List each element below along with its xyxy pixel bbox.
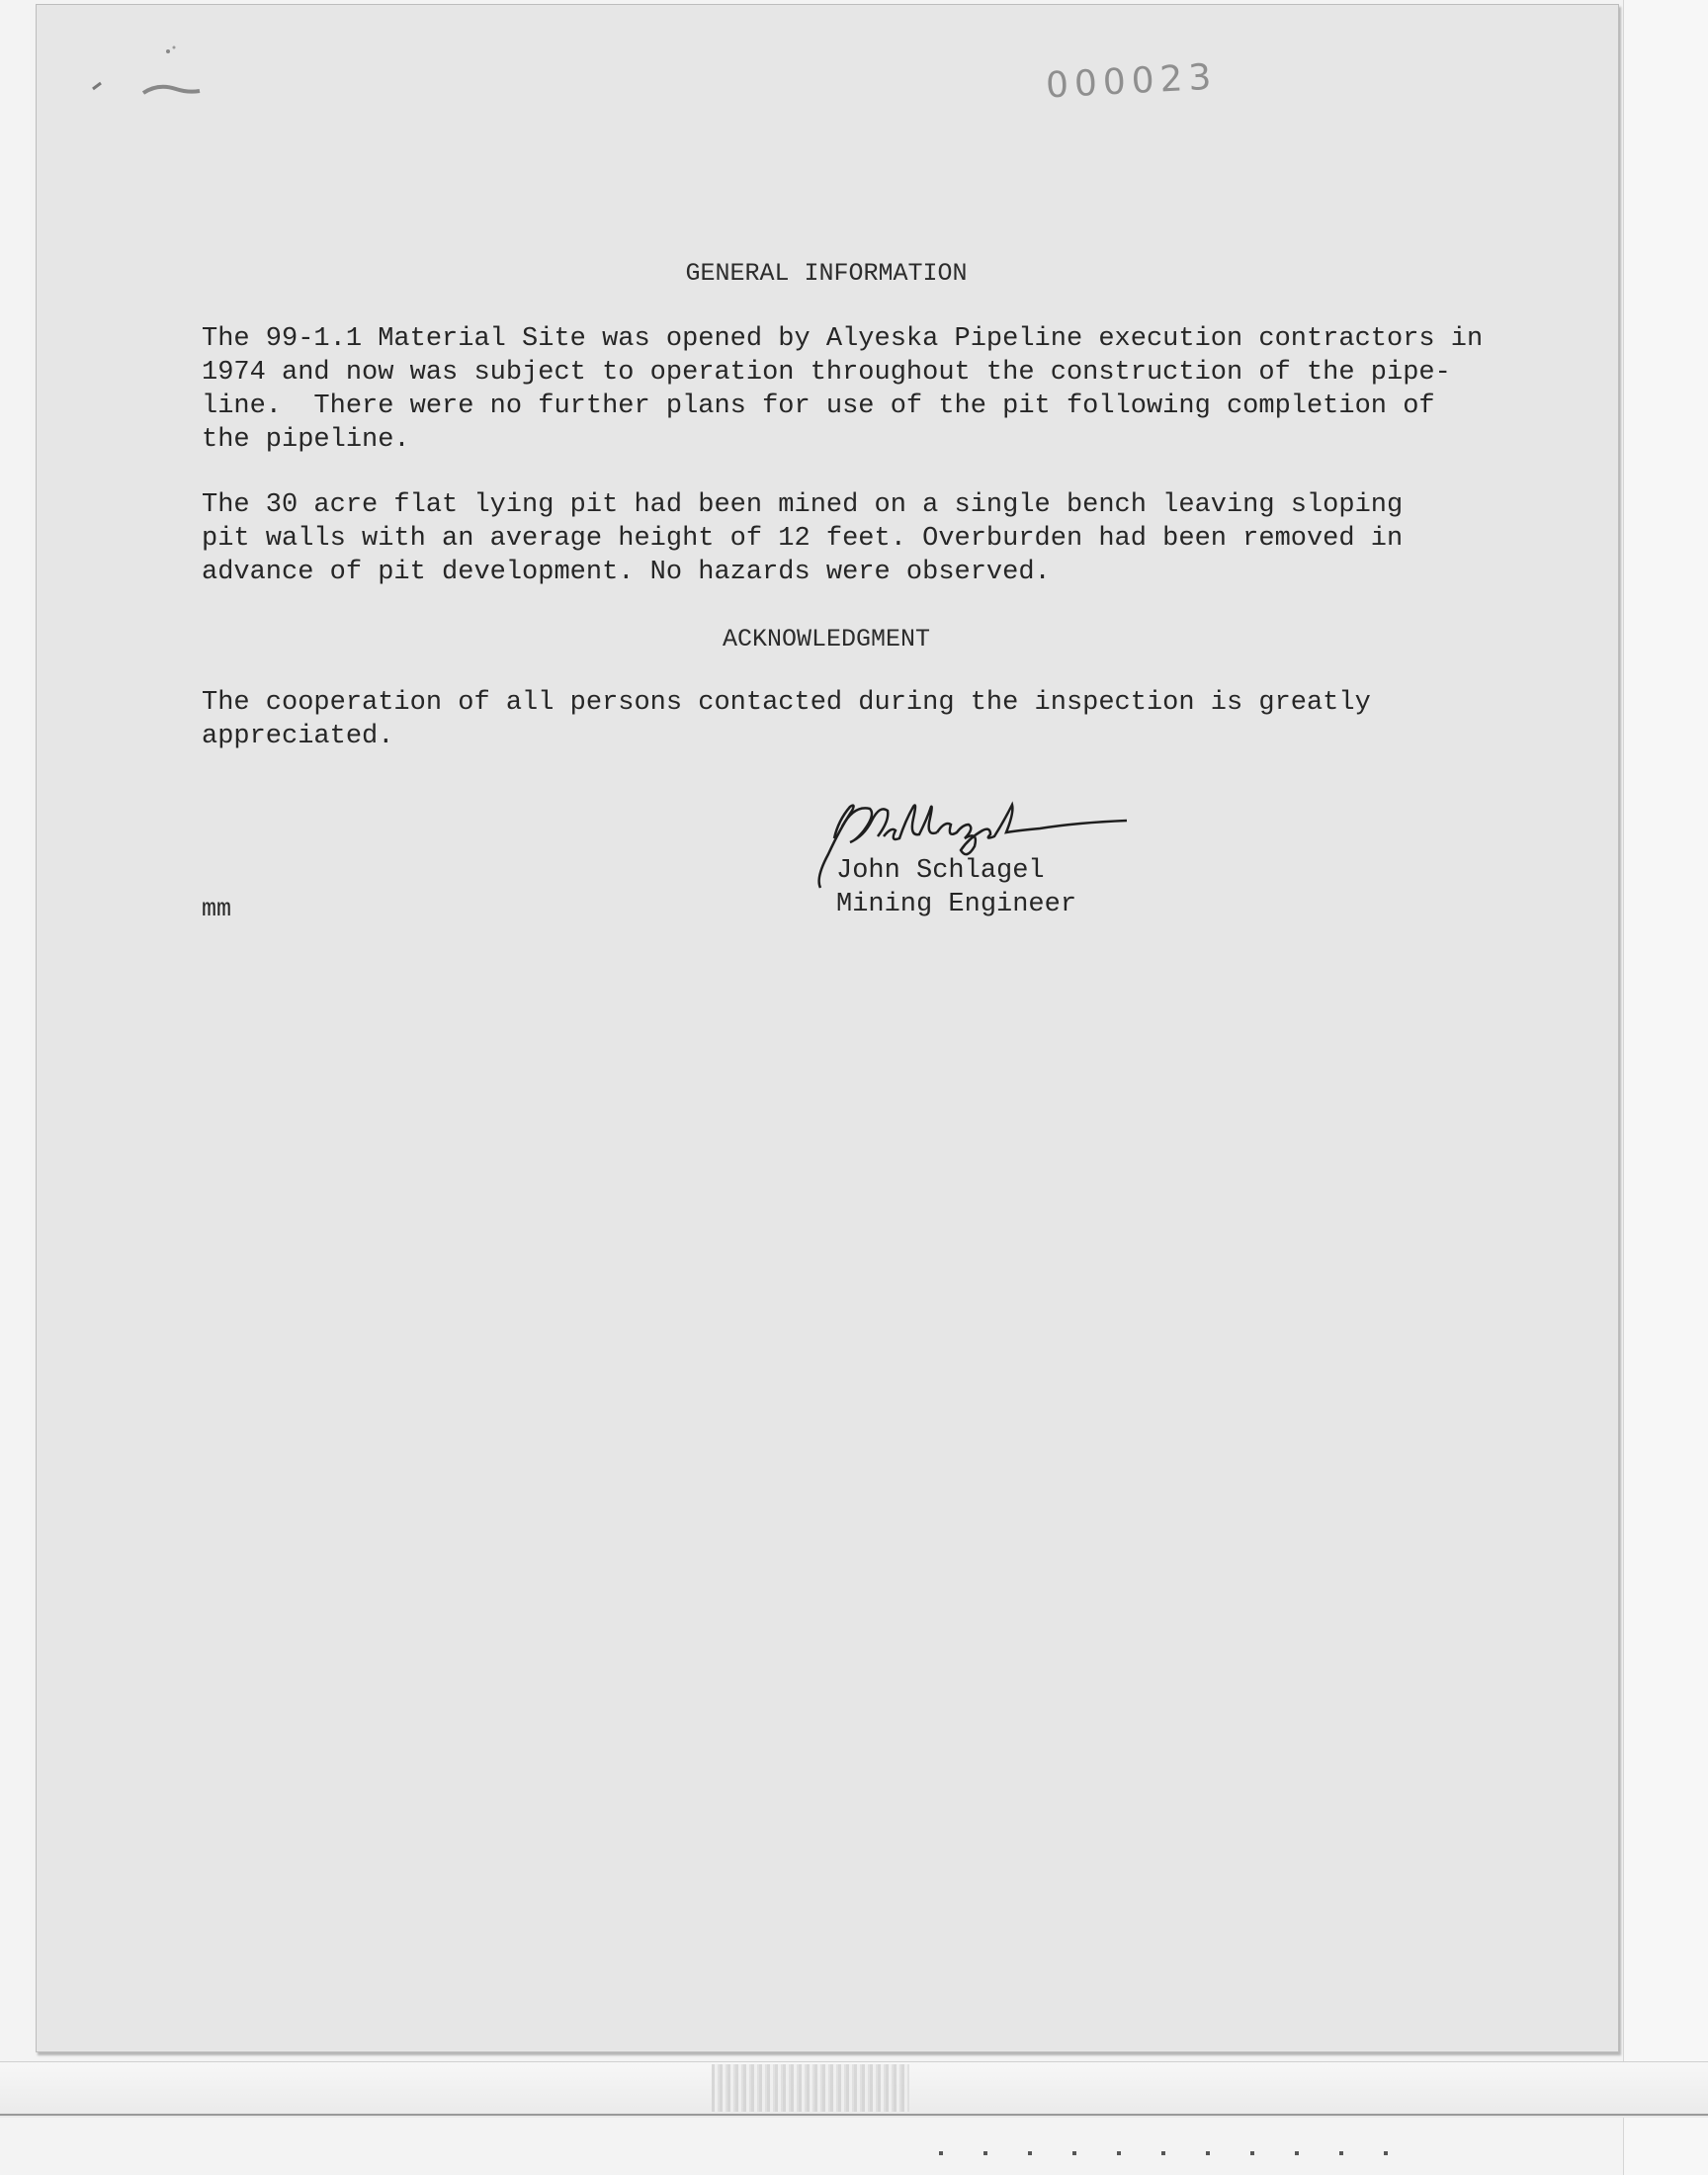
scan-artifact <box>712 2064 909 2112</box>
paragraph-acknowledgment: The cooperation of all persons contacted during the inspection is greatly appreciated. <box>202 688 1371 751</box>
signer-title: Mining Engineer <box>836 890 1077 919</box>
signer-name: John Schlagel <box>836 856 1045 886</box>
scan-dots <box>939 2151 1394 2155</box>
page-number: 000023 <box>1045 56 1219 107</box>
typist-initials: mm <box>202 895 232 923</box>
scan-edge-line <box>0 2114 1708 2116</box>
section-heading-general-information: GENERAL INFORMATION <box>685 259 968 288</box>
scan-margin <box>1623 0 1708 2175</box>
paragraph-site-history: The 99-1.1 Material Site was opened by Alyeska Pipeline execution contractors in 1974 and now was subject to operation throughout the construction of the pipe- line. There were no further plans for use of the pit following completion of the pipeline. <box>202 324 1484 455</box>
ink-smudge <box>89 40 267 99</box>
document-page <box>36 4 1619 2052</box>
paragraph-pit-description: The 30 acre flat lying pit had been mined on a single bench leaving sloping pit walls with an average height of 12 feet. Overburden had been removed in advance of pit development. No hazards were observed. <box>202 490 1404 587</box>
section-heading-acknowledgment: ACKNOWLEDGMENT <box>722 625 931 653</box>
